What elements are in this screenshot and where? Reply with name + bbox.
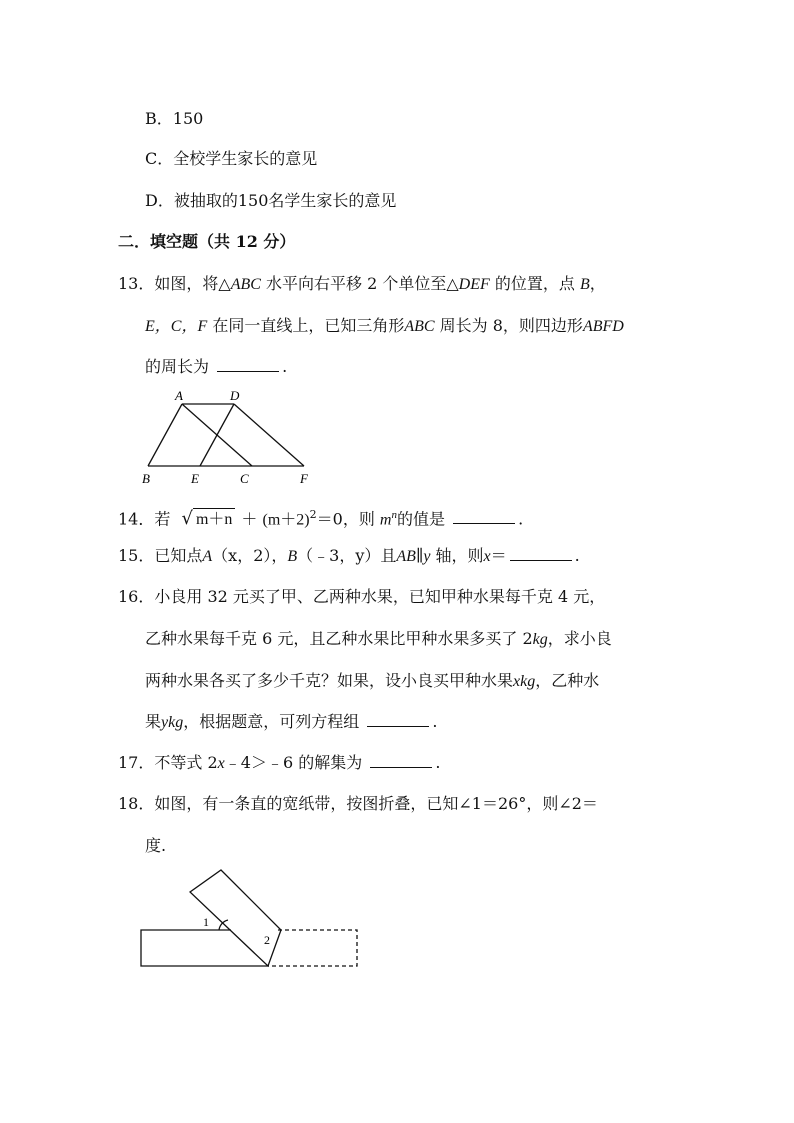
q17-number: 17．	[118, 753, 155, 772]
q13-label-E: E	[191, 471, 199, 486]
q18-line2: 度.	[145, 836, 167, 855]
q14-line: 14．若 √ $m+n + (m+2)^2=0$，则 $m^n$的值是 .	[118, 508, 524, 530]
q14-answer-blank[interactable]	[453, 509, 515, 524]
q13-line3: 的周长为 .	[145, 357, 288, 376]
q16-answer-blank[interactable]	[367, 712, 429, 727]
q15-answer-blank[interactable]	[510, 546, 572, 561]
q13-label-F: F	[300, 471, 308, 486]
sqrt-expression: √ m＋n	[181, 508, 235, 531]
angle-label-2: 2	[264, 933, 270, 947]
q14-number: 14．	[118, 509, 155, 529]
q13-line2: E，C，F 在同一直线上，已知三角形ABC 周长为 8，则四边形ABFD	[145, 316, 624, 335]
q13-label-D: D	[230, 388, 240, 403]
q13-number: 13．	[118, 274, 155, 293]
q13-label-C: C	[240, 471, 249, 486]
q16-line3: 两种水果各买了多少千克？如果，设小良买甲种水果xkg，乙种水	[145, 671, 600, 690]
q18-line1: 18．如图，有一条直的宽纸带，按图折叠，已知∠1＝26°，则∠2＝	[118, 794, 598, 813]
q16-line4: 果ykg，根据题意，可列方程组 .	[145, 712, 438, 731]
option-d: D．被抽取的150名学生家长的意见	[145, 191, 397, 210]
q13-label-A: A	[175, 388, 183, 403]
q16-line2: 乙种水果每千克 6 元，且乙种水果比甲种水果多买了 2kg，求小良	[145, 629, 612, 648]
q13-figure	[138, 388, 318, 488]
q17-line: 17．不等式 2x﹣4＞﹣6 的解集为 .	[118, 753, 441, 772]
q13-seg-DE	[200, 404, 234, 466]
q18-figure	[135, 860, 365, 975]
q13-line1: 13．如图，将△ABC 水平向右平移 2 个单位至△DEF 的位置，点 B，	[118, 274, 606, 293]
q16-number: 16．	[118, 587, 155, 606]
q18-number: 18．	[118, 794, 155, 813]
q18-strip-dashed	[268, 930, 357, 966]
q13-label-B: B	[142, 471, 150, 486]
option-c: C．全校学生家长的意见	[145, 149, 318, 168]
angle-label-1: 1	[203, 915, 209, 929]
q13-answer-blank[interactable]	[217, 357, 279, 372]
option-b: B．150	[145, 109, 204, 128]
q13-seg-DF	[234, 404, 304, 466]
q15-number: 15．	[118, 546, 155, 565]
q15-line: 15．已知点A（x，2），B（﹣3，y）且AB∥y 轴，则x＝ .	[118, 546, 580, 565]
q17-answer-blank[interactable]	[370, 753, 432, 768]
q16-line1: 16．小良用 32 元买了甲、乙两种水果，已知甲种水果每千克 4 元，	[118, 587, 606, 606]
section-title: 二．填空题（共 12 分）	[118, 232, 296, 251]
q13-seg-AB	[148, 404, 182, 466]
